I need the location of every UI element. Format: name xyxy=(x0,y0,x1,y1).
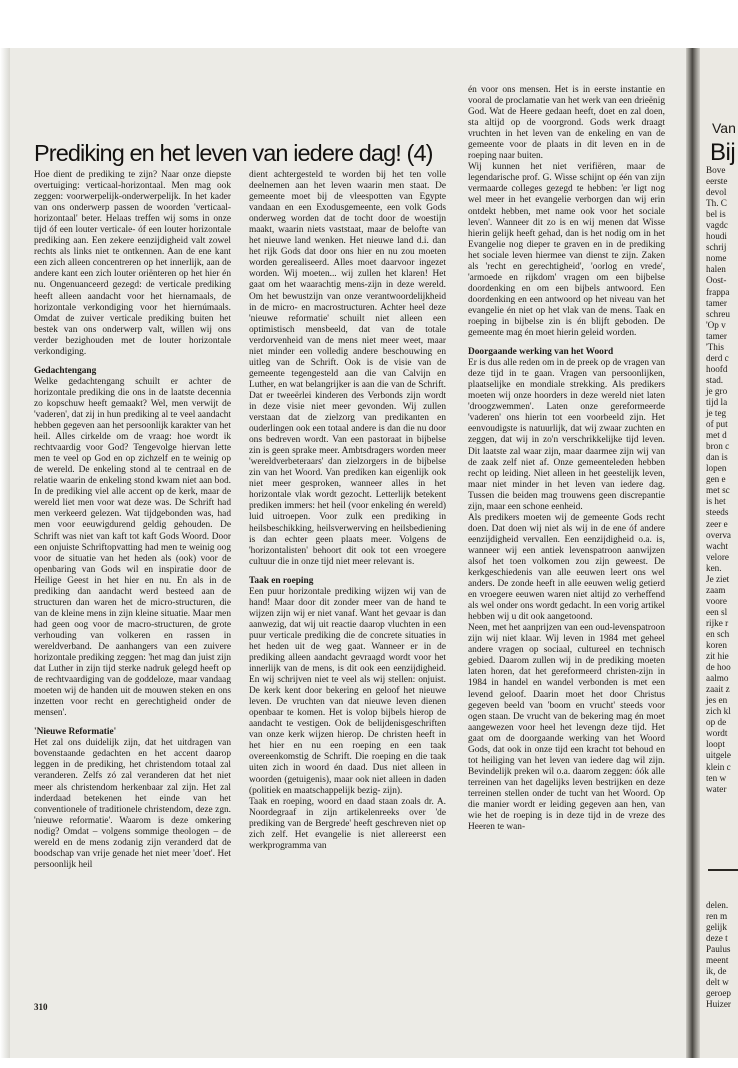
right-page-line: op de xyxy=(706,717,727,728)
right-page-line: zich kl xyxy=(706,706,731,717)
right-page-line: aalmo xyxy=(706,673,729,684)
right-page-line: overva xyxy=(706,529,731,540)
right-page-line: tamer xyxy=(706,330,727,341)
right-page-line: wacht xyxy=(706,540,728,551)
right-page xyxy=(700,48,738,1058)
right-page-line: uitgele xyxy=(706,750,732,761)
right-page-line: zeer e xyxy=(706,518,728,529)
right-page-line: schrij xyxy=(706,242,727,253)
right-page-line: wordt xyxy=(706,728,728,739)
right-page-line: klein c xyxy=(706,761,731,772)
paragraph: én voor ons mensen. Het is in eerste instantie en vooral de proclamatie van het werk van een drieënig God. Wat de Heere gedaan heeft, doet en zal doen, sta altijd op de voorgrond. Gods werk draagt vruchten in het leven van de enkeling en van de gemeente voor de plaats in dit leven en in de roeping naar buiten. xyxy=(468,85,665,162)
right-page-text-bottom xyxy=(706,900,738,1010)
right-page-line: loopt xyxy=(706,739,725,750)
paragraph: Het zal ons duidelijk zijn, dat het uitdragen van bovenstaande gedachten en het accent daarop leggen in de prediking, het christendom totaal zal veranderen. Zelfs zó zal veranderen dat het niet meer als christendom herkenbaar zal zijn. Het zal inderdaad betekenen het einde van het conventionele of traditionele christendom, deze zgn. 'nieuwe reformatie'. Waarom is deze omkering nodig? Omdat – volgens sommige theologen – de wereld en de mens zodanig zijn veranderd dat de boodschap van vrije genade het niet meer 'doet'. Het persoonlijk heil xyxy=(34,738,231,870)
right-page-line: ren m xyxy=(706,911,728,922)
section-heading: 'Nieuwe Reformatie' xyxy=(34,727,117,738)
paragraph: Hoe dient de prediking te zijn? Naar onze diepste overtuiging: verticaal-horizontaal. Men mag ook zeggen: voorwerpelijk-onderwerpelijk. In het kader van ons onderwerp passen de woorden 'verticaal-horizontaal' beter. Helaas treffen wij soms in onze tijd óf een louter verticale- óf een louter horizontale prediking aan. Een zekere eenzijdigheid valt zowel rechts als links niet te ontkennen. Aan de ene kant een zich alleen concentreren op het innerlijk, aan de andere kant een zich louter oriënteren op het hier én nu. Ongenuanceerd gezegd: de verticale prediking heeft alleen aandacht voor het hiernamaals, de horizontale verkondiging voor het hiernúmaals. Omdat de zuiver verticale prediking buiten het bestek van ons onderwerp valt, willen wij ons verder bezighouden met de louter horizontale verkondiging. xyxy=(34,170,231,357)
right-page-line: en sch xyxy=(706,628,730,639)
right-page-line: is het xyxy=(706,496,726,507)
right-page-line: ik, de xyxy=(706,966,727,977)
section-heading: Gedachtengang xyxy=(34,365,97,376)
right-page-text-top xyxy=(706,165,738,795)
paper-edge-shadow xyxy=(0,48,10,1058)
paragraph: dient achtergesteld te worden bij het ten volle deelnemen aan het leven waarin men staat. De gemeente moet bij de vleespotten van Egypte vandaan en een Exodusgemeente, een volk Gods onderweg worden dat de tocht door de woestijn maakt, waarin niets vaststaat, maar de belofte van het nieuwe land wenken. Het nieuwe land d.i. dan het rijk Gods dat door ons hier en nu zou moeten worden gerealiseerd. Alles moet daarvoor ingezet worden. Wij moeten... wij zullen het klaren! Het gaat om het waarachtig mens-zijn in deze wereld. Om het bewustzijn van onze verantwoordelijkheid in de micro- en macrostructuren. Achter heel deze 'nieuwe reformatie' schuilt niet alleen een optimistisch mensbeeld, dat van de totale verdorvenheid van de mens niet meer weet, maar niet minder een volledig andere beschouwing en uitleg van de Schrift. Ook is de visie van de gemeente tegengesteld aan die van Calvijn en Luther, en wat belangrijker is aan die van de Schrift. Dat er tweeërlei kinderen des Verbonds zijn wordt in deze visie niet meer gevonden. Wij zullen verstaan dat de zielzorg van predikanten en ouderlingen ook een totaal andere is dan die nu door ons bedreven wordt. Van een pastoraat in bijbelse zin is geen sprake meer. Ambtsdragers worden meer 'wereldverbeteraars' dan zielzorgers in de bijbelse zin van het Woord. Van prediken kan eigenlijk ook niet meer gesproken, wanneer alles in het horizontale vlak wordt gezocht. Letterlijk betekent prediken immers: het heil (voor enkeling én wereld) luid uitroepen. Voor zulk een prediking in heilsbeschikking, heilsverwerving en heilsbediening is dan echter geen plaats meer. Volgens de 'horizontalisten' behoort dit ook tot een vroegere cultuur die in onze tijd niet meer relevant is. xyxy=(249,170,446,567)
right-page-line: 'This xyxy=(706,341,724,352)
right-page-line: ten w xyxy=(706,772,727,783)
right-page-line: de hoo xyxy=(706,662,731,673)
paragraph: Er is dus alle reden om in de preek op de vragen van deze tijd in te gaan. Vragen van persoonlijken, plaatselijke en mondiale strekking. Als predikers moeten wij onze hoorders in deze wereld niet laten 'droogzwemmen'. Laten onze gereformeerde 'vaderen' ons hierin tot een voorbeeld zijn. Het eenvoudigste is natuurlijk, dat wij zwaar zuchten en zeggen, dat wij in zo'n verschrikkelijke tijd leven. Dit laatste zal waar zijn, maar daarmee zijn wij van de zaak zelf niet af. Onze gemeenteleden hebben recht op leiding. Niet alleen in het geestelijk leven, maar niet minder in het leven van iedere dag. Tussen die beiden mag trouwens geen discrepantie zijn, maar een schone eenheid. xyxy=(468,358,665,512)
right-page-line: halen xyxy=(706,264,726,275)
right-page-line: stad. xyxy=(706,374,724,385)
right-page-line: deze t xyxy=(706,933,728,944)
right-page-line: rijke r xyxy=(706,617,729,628)
book-gutter xyxy=(686,48,700,1058)
right-page-line: gen e xyxy=(706,474,726,485)
right-page-line: voore xyxy=(706,595,727,606)
right-page-line: jes en xyxy=(706,695,728,706)
right-page-line: houdi xyxy=(706,231,727,242)
right-page-line: of put xyxy=(706,419,728,430)
right-page-line: zaait z xyxy=(706,684,730,695)
right-page-line: tamer xyxy=(706,297,727,308)
right-page-line: tijd la xyxy=(706,396,728,407)
right-page-line: zaam xyxy=(706,584,726,595)
right-page-line: eerste xyxy=(706,176,728,187)
right-page-line: zit hie xyxy=(706,651,729,662)
page-number: 310 xyxy=(34,1002,48,1012)
right-page-line: delt w xyxy=(706,977,729,988)
article-column-3 xyxy=(468,85,665,833)
right-page-line: bel is xyxy=(706,209,726,220)
paragraph: Een puur horizontale prediking wijzen wij van de hand! Maar door dit zonder meer van de hand te wijzen zijn wij er niet vanaf. Want het gevaar is dan aanwezig, dat wij uit reactie daarop vluchten in een puur verticale prediking die de concrete situaties in het heden uit de weg gaat. Wanneer er in de prediking alleen aandacht gevraagd wordt voor het innerlijk van de mens, is dit ook een eenzijdigheid. En wij schrijven niet te veel als wij stellen: onjuist. De kerk kent door bekering en geloof het nieuwe leven. De vruchten van dat nieuwe leven dienen openbaar te komen. Het is volop bijbels hierop de aandacht te vestigen. Ook de belijdenisgeschriften van onze kerk wijzen hierop. De christen heeft in het hier en nu een roeping en een taak overeenkomstig de Schrift. Die roeping en die taak uiten zich in woord én daad. Dus niet alleen in woorden (getuigenis), maar ook niet alleen in daden (politiek en maatschappelijk bezig- zijn). xyxy=(249,586,446,796)
section-heading: Doorgaande werking van het Woord xyxy=(468,347,614,358)
right-page-line: je teg xyxy=(706,408,727,419)
paragraph: Als predikers moeten wij de gemeente Gods recht doen. Dat doen wij niet als wij in de ene óf andere eenzijdigheid vervallen. Een eenzijdigheid o.a. is, wanneer wij een antiek levenspatroon aanwijzen alsof het toen volkomen zou zijn geweest. De kerkgeschiedenis van alle eeuwen leert ons wel anders. De zonde heeft in alle eeuwen welig getierd en vroegere eeuwen waren niet altijd zo verheffend als wel onder ons wordt gedacht. In een vorig artikel hebben wij u dit ook aangetoond. xyxy=(468,512,665,623)
article-column-2 xyxy=(249,170,446,852)
right-page-line: bron c xyxy=(706,441,730,452)
right-page-line: Huizer xyxy=(706,999,731,1010)
right-page-line: schreu xyxy=(706,308,730,319)
article-column-1 xyxy=(34,170,231,871)
right-page-line: Oost- xyxy=(706,275,727,286)
right-page-line: gelijk xyxy=(706,922,727,933)
right-page-line: nome xyxy=(706,253,727,264)
right-page-line: 'Op v xyxy=(706,319,726,330)
paragraph: Taak en roeping, woord en daad staan zoals dr. A. Noordegraaf in zijn artikelenreeks over 'de prediking van de Bergrede' heeft geschreven niet op zich zelf. Het evangelie is niet allereerst een werkprogramma van xyxy=(249,796,446,851)
right-page-line: dan is xyxy=(706,452,728,463)
right-page-line: je gro xyxy=(706,385,728,396)
right-page-line: ken. xyxy=(706,562,722,573)
right-page-line: Je ziet xyxy=(706,573,730,584)
right-page-line: frappa xyxy=(706,286,730,297)
right-page-line: koren xyxy=(706,640,727,651)
right-page-heading-large: Bij xyxy=(710,139,736,166)
right-page-line: devol xyxy=(706,187,727,198)
paragraph: Neen, met het aanprijzen van een oud-levenspatroon zijn wij niet klaar. Wij leven in 1984 met geheel andere vragen op sociaal, cultureel en technisch gebied. Daarom zullen wij in de prediking moeten laten horen, dat het gereformeerd christen-zijn in 1984 in handel en wandel verbonden is met een levend geloof. Daarin moet het door Christus gegeven beeld van 'boom en vrucht' steeds voor ogen staan. De vrucht van de bekering mag én moet aangewezen voor heel het levengn deze tijd. Het gaat om de doorgaande werking van het Woord Gods, dat ook in onze tijd een kracht tot behoud en tot heiliging van het leven van iedere dag wil zijn. Bevindelijk preken wil o.a. daarom zeggen: óók alle terreinen van het dagelijks leven bestrijken en deze terreinen stellen onder de tucht van het Woord. Op die manier wordt er leiding gegeven aan hen, van wie het de roeping is in deze tijd in de vreze des Heeren te wan- xyxy=(468,623,665,833)
right-page-line: een sl xyxy=(706,606,728,617)
right-page-line: Bove xyxy=(706,165,726,175)
right-page-line: derd c xyxy=(706,352,729,363)
paragraph: Welke gedachtengang schuilt er achter de horizontale prediking die ons in de laatste decennia zo kopschuw heeft gemaakt? Wel, men verwijt de 'vaderen', dat zij in hun prediking al te veel aandacht hebben gegeven aan het persoonlijk karakter van het heil. Alles cirkelde om de vraag: hoe wordt ik rechtvaardig voor God? Tengevolge hiervan lette men te veel op God en op zichzelf en te weinig op de wereld. De enkeling stond al te centraal en de relatie waarin de enkeling stond kwam niet aan bod. In de prediking viel alle accent op de kerk, maar de wereld liet men voor wat deze was. De Schrift had men verkeerd gelezen. Wat tijdgebonden was, had men voor eeuwigdurend geldig gehouden. De Schrift was niet van kaft tot kaft Gods Woord. Door een onjuiste Schriftopvatting had men te weinig oog voor de situatie van het heden als (ook) voor de openbaring van Gods wil en inspiratie door de Heilige Geest in het hier en nu. En als in de prediking dan aandacht werd besteed aan de structuren dan waren het de micro-structuren, die van de kleine mens in zijn kleine situatie. Maar men had geen oog voor de macro-structuren, de grote verhouding van volkeren en rassen in wereldverband. De aanhangers van een zuivere horizontale prediking zeggen: 'het mag dan juist zijn dat Luther in zijn tijd sterke nadruk gelegd heeft op de rechtvaardiging van de goddeloze, maar vandaag moeten wij de handen uit de mouwen steken en ons inzetten voor recht en gerechtigheid onder de mensen'. xyxy=(34,376,231,719)
article-title: Prediking en het leven van iedere dag! (4) xyxy=(34,140,433,166)
right-page-line: meent xyxy=(706,955,729,966)
right-page-line: hoofd xyxy=(706,363,728,374)
right-page-line: velore xyxy=(706,551,729,562)
right-page-line: met sc xyxy=(706,485,730,496)
right-page-heading-small: Van xyxy=(712,120,736,136)
right-page-line: lopen xyxy=(706,463,727,474)
right-page-line: geroep xyxy=(706,988,731,999)
right-page-line: Th. C xyxy=(706,198,727,209)
right-page-line: delen. xyxy=(706,900,729,910)
paragraph: Wij kunnen het niet verifiëren, maar de legendarische prof. G. Wisse schijnt op één van zijn vermaarde colleges gezegd te hebben: 'er ligt nog wel meer in het evangelie verborgen dan wij erin ontdekt hebben, met name ook voor het sociale leven'. Wanneer dit zo is en wij menen dat Wisse hierin gelijk heeft gehad, dan is het nodig om in het Evangelie nog dieper te graven en in de prediking het sociale leven hiermee van dienst te zijn. Zaken als 'recht en gerechtigheid', 'oorlog en vrede', 'armoede en rijkdom' vragen om een bijbelse doordenking en om een bijbels antwoord. Een doordenking en een antwoord op het niveau van het evangelie én niet op het vlak van de mens. Taak en roeping in bijbelse zin is én blijft geboden. De gemeente mag én moet hierin geleid worden. xyxy=(468,162,665,339)
right-page-divider xyxy=(708,869,738,871)
right-page-line: Paulus xyxy=(706,944,731,955)
right-page-line: vagdc xyxy=(706,220,728,231)
right-page-line: steeds xyxy=(706,507,729,518)
right-page-line: water xyxy=(706,783,727,794)
right-page-line: met d xyxy=(706,430,727,441)
section-heading: Taak en roeping xyxy=(249,575,314,586)
